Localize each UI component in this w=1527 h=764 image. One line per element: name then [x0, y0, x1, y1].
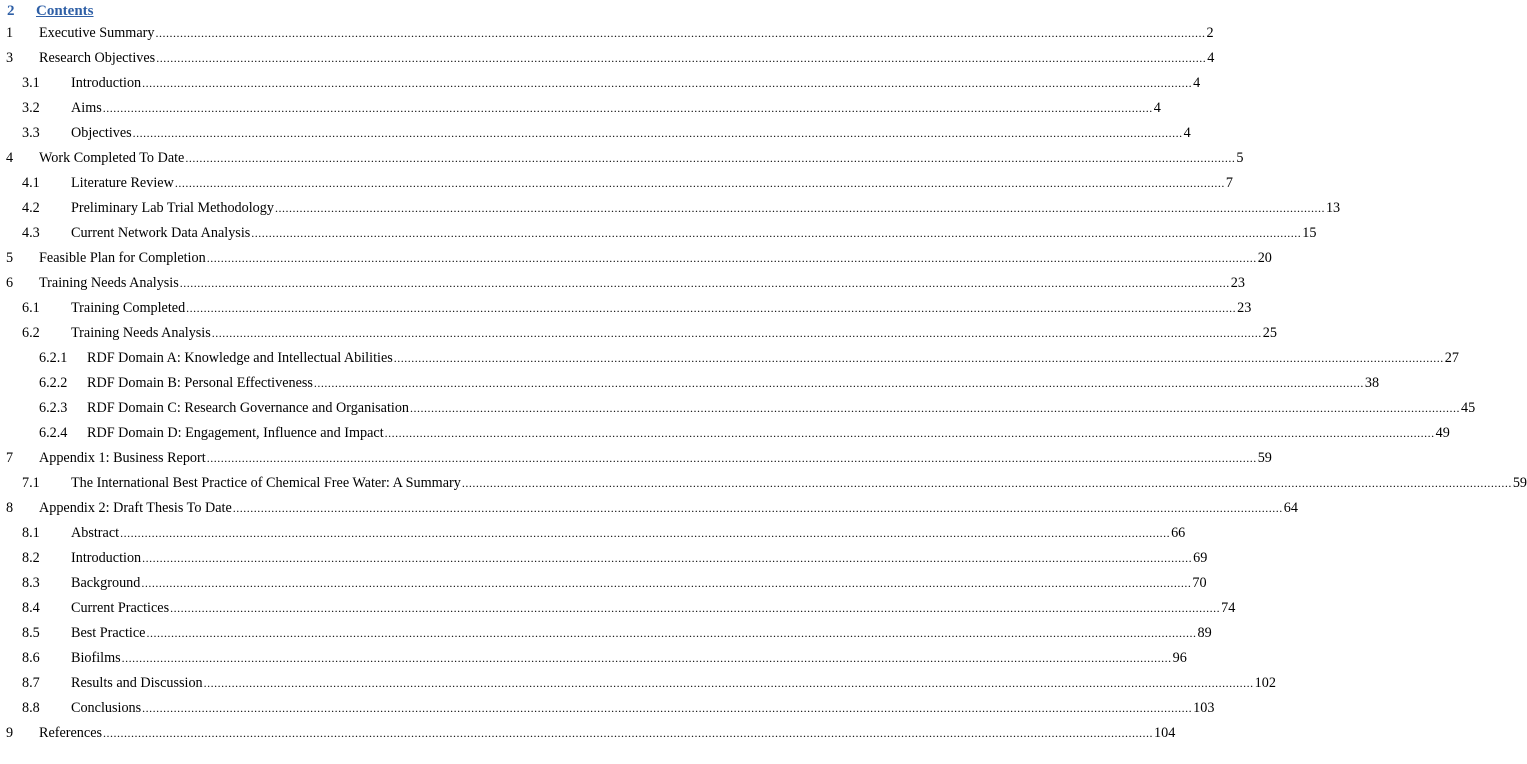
- toc-entry[interactable]: [0, 348, 1459, 368]
- toc-entry-title[interactable]: Training Needs Analysis: [39, 275, 179, 291]
- toc-entry-number: 6.2.2: [39, 375, 68, 391]
- toc-entry-title[interactable]: Best Practice: [71, 625, 146, 641]
- dot-leader: ............................................................................................................................................................................................................................................................................................................: [461, 476, 1512, 490]
- toc-entry-title[interactable]: References: [39, 725, 103, 741]
- toc-entry[interactable]: [0, 73, 1201, 93]
- toc-entry-title[interactable]: Current Practices: [71, 600, 170, 616]
- dot-leader: ............................................................................................................................................................................................................................................................................................................: [232, 501, 1283, 515]
- toc-entry-title[interactable]: Introduction: [71, 75, 142, 91]
- toc-entry-page-number: 27: [1444, 350, 1459, 366]
- dot-leader: ............................................................................................................................................................................................................................................................................................................: [174, 176, 1225, 190]
- dot-leader: ............................................................................................................................................................................................................................................................................................................: [185, 151, 1236, 165]
- toc-entry-title[interactable]: RDF Domain A: Knowledge and Intellectual Abilities: [87, 350, 393, 366]
- toc-entry-title[interactable]: RDF Domain B: Personal Effectiveness: [87, 375, 313, 391]
- dot-leader: ............................................................................................................................................................................................................................................................................................................: [146, 626, 1197, 640]
- toc-entry-number: 6.2.4: [39, 425, 68, 441]
- dot-leader: ............................................................................................................................................................................................................................................................................................................: [156, 51, 1207, 65]
- toc-entry-number: 8.2: [22, 550, 40, 566]
- toc-entry-title[interactable]: Objectives: [71, 125, 132, 141]
- toc-entry-number: 8: [6, 500, 14, 516]
- toc-entry-page-number: 25: [1262, 325, 1277, 341]
- toc-entry-title[interactable]: Literature Review: [71, 175, 174, 191]
- toc-entry-number: 6.2.3: [39, 400, 68, 416]
- toc-entry-title[interactable]: Work Completed To Date: [39, 150, 185, 166]
- toc-entry-title[interactable]: The International Best Practice of Chemical Free Water: A Summary: [71, 475, 461, 491]
- toc-entry-number: 4.1: [22, 175, 40, 191]
- toc-entry-title[interactable]: Appendix 1: Business Report: [39, 450, 206, 466]
- toc-entry[interactable]: [0, 148, 1244, 168]
- toc-entry[interactable]: [0, 298, 1252, 318]
- toc-entry-title[interactable]: Introduction: [71, 550, 142, 566]
- toc-entry[interactable]: [0, 23, 1214, 43]
- toc-entry-page-number: 4: [1153, 100, 1161, 116]
- toc-entry-title[interactable]: Research Objectives: [39, 50, 156, 66]
- toc-entry-page-number: 20: [1257, 250, 1272, 266]
- toc-entry-title[interactable]: Results and Discussion: [71, 675, 203, 691]
- dot-leader: ............................................................................................................................................................................................................................................................................................................: [142, 76, 1193, 90]
- toc-entry-page-number: 74: [1221, 600, 1236, 616]
- toc-entry-title[interactable]: Abstract: [71, 525, 120, 541]
- toc-entry[interactable]: [0, 223, 1317, 243]
- toc-entry-page-number: 96: [1172, 650, 1187, 666]
- dot-leader: ............................................................................................................................................................................................................................................................................................................: [274, 201, 1325, 215]
- dot-leader: ............................................................................................................................................................................................................................................................................................................: [313, 376, 1364, 390]
- toc-entry[interactable]: [0, 598, 1236, 618]
- toc-entry-number: 7.1: [22, 475, 40, 491]
- toc-entry[interactable]: [0, 398, 1476, 418]
- toc-entry-title[interactable]: Aims: [71, 100, 102, 116]
- toc-entry-title[interactable]: RDF Domain C: Research Governance and Organisation: [87, 400, 410, 416]
- toc-entry[interactable]: [0, 498, 1298, 518]
- toc-entry-number: 4.2: [22, 200, 40, 216]
- toc-entry-number: 4: [6, 150, 14, 166]
- dot-leader: ............................................................................................................................................................................................................................................................................................................: [120, 526, 1171, 540]
- toc-entry[interactable]: [0, 423, 1450, 443]
- dot-leader: ............................................................................................................................................................................................................................................................................................................: [142, 701, 1193, 715]
- toc-entry-title[interactable]: Preliminary Lab Trial Methodology: [71, 200, 274, 216]
- dot-leader: ............................................................................................................................................................................................................................................................................................................: [384, 426, 1435, 440]
- toc-entry-page-number: 38: [1364, 375, 1380, 391]
- dot-leader: ............................................................................................................................................................................................................................................................................................................: [170, 601, 1221, 615]
- toc-entry-page-number: 45: [1461, 400, 1476, 416]
- toc-entry-page-number: 49: [1435, 425, 1450, 441]
- toc-entry-page-number: 102: [1254, 675, 1276, 691]
- toc-entry-number: 4.3: [22, 225, 40, 241]
- dot-leader: ............................................................................................................................................................................................................................................................................................................: [203, 676, 1254, 690]
- toc-entry-number: 8.7: [22, 675, 40, 691]
- toc-entry-number: 6.2.1: [39, 350, 68, 366]
- toc-entry[interactable]: [0, 623, 1212, 643]
- toc-entry[interactable]: [0, 523, 1186, 543]
- dot-leader: ............................................................................................................................................................................................................................................................................................................: [155, 26, 1206, 40]
- dot-leader: ............................................................................................................................................................................................................................................................................................................: [186, 301, 1237, 315]
- toc-entry-page-number: 23: [1237, 300, 1252, 316]
- toc-entry-number: 8.6: [22, 650, 40, 666]
- toc-entry-page-number: 69: [1193, 550, 1208, 566]
- toc-entry-title[interactable]: Biofilms: [71, 650, 121, 666]
- toc-entry[interactable]: [0, 723, 1176, 743]
- toc-entry-title[interactable]: RDF Domain D: Engagement, Influence and Impact: [87, 425, 384, 441]
- dot-leader: ............................................................................................................................................................................................................................................................................................................: [410, 401, 1461, 415]
- dot-leader: ............................................................................................................................................................................................................................................................................................................: [141, 576, 1192, 590]
- toc-entry-page-number: 4: [1193, 75, 1201, 91]
- toc-entry-page-number: 59: [1257, 450, 1272, 466]
- toc-entry-page-number: 103: [1193, 700, 1215, 716]
- toc-entry-number: 8.5: [22, 625, 40, 641]
- toc-entry-page-number: 59: [1512, 475, 1527, 491]
- toc-entry[interactable]: [0, 448, 1272, 468]
- dot-leader: ............................................................................................................................................................................................................................................................................................................: [211, 326, 1262, 340]
- toc-entry-page-number: 64: [1283, 500, 1298, 516]
- toc-entry-number: 3: [6, 50, 14, 66]
- toc-entry-number: 9: [6, 725, 14, 741]
- toc-entry-page-number: 104: [1154, 725, 1176, 741]
- dot-leader: ............................................................................................................................................................................................................................................................................................................: [102, 101, 1153, 115]
- toc-entry[interactable]: [0, 273, 1245, 293]
- dot-leader: ............................................................................................................................................................................................................................................................................................................: [393, 351, 1444, 365]
- toc-entry[interactable]: [0, 648, 1187, 668]
- toc-entry[interactable]: [0, 373, 1380, 393]
- dot-leader: ............................................................................................................................................................................................................................................................................................................: [179, 276, 1230, 290]
- heading-title[interactable]: Contents: [36, 3, 94, 19]
- toc-entry-title[interactable]: Conclusions: [71, 700, 142, 716]
- toc-entry-number: 5: [6, 250, 14, 266]
- toc-entry-number: 6.2: [22, 325, 40, 341]
- toc-entry-number: 8.8: [22, 700, 40, 716]
- dot-leader: ............................................................................................................................................................................................................................................................................................................: [142, 551, 1193, 565]
- dot-leader: ............................................................................................................................................................................................................................................................................................................: [132, 126, 1183, 140]
- heading-number: 2: [7, 3, 15, 19]
- dot-leader: ............................................................................................................................................................................................................................................................................................................: [251, 226, 1302, 240]
- toc-entry[interactable]: [0, 48, 1215, 68]
- toc-entry-page-number: 7: [1225, 175, 1233, 191]
- toc-entry-number: 7: [6, 450, 14, 466]
- toc-entry-page-number: 4: [1183, 125, 1191, 141]
- toc-entry[interactable]: [0, 548, 1208, 568]
- toc-entry-page-number: 13: [1325, 200, 1341, 216]
- toc-entry-page-number: 89: [1197, 625, 1212, 641]
- dot-leader: ............................................................................................................................................................................................................................................................................................................: [206, 451, 1257, 465]
- toc-entry-number: 3.3: [22, 125, 40, 141]
- toc-entry[interactable]: [0, 248, 1272, 268]
- toc-entry-number: 3.1: [22, 75, 40, 91]
- toc-entry-page-number: 2: [1206, 25, 1214, 41]
- dot-leader: ............................................................................................................................................................................................................................................................................................................: [121, 651, 1172, 665]
- toc-entry[interactable]: [0, 323, 1277, 343]
- dot-leader: ............................................................................................................................................................................................................................................................................................................: [103, 726, 1154, 740]
- toc-entry-page-number: 4: [1207, 50, 1215, 66]
- toc-entry-title[interactable]: Training Needs Analysis: [71, 325, 211, 341]
- toc-entry-page-number: 15: [1302, 225, 1317, 241]
- toc-entry-number: 1: [6, 25, 14, 41]
- toc-entry-title[interactable]: Current Network Data Analysis: [71, 225, 251, 241]
- toc-entry-page-number: 5: [1236, 150, 1244, 166]
- toc-entry[interactable]: [0, 98, 1161, 118]
- toc-entry[interactable]: [0, 473, 1527, 493]
- toc-entry[interactable]: [0, 673, 1276, 693]
- toc-entry-number: 8.1: [22, 525, 40, 541]
- toc-entry[interactable]: [0, 123, 1191, 143]
- toc-entry-page-number: 70: [1192, 575, 1207, 591]
- toc-entry-title[interactable]: Training Completed: [71, 300, 186, 316]
- toc-entry-title[interactable]: Executive Summary: [39, 25, 155, 41]
- toc-entry-page-number: 66: [1171, 525, 1186, 541]
- toc-entry[interactable]: [0, 198, 1341, 218]
- toc-entry[interactable]: [0, 173, 1233, 193]
- toc-entry[interactable]: [0, 573, 1207, 593]
- toc-entry-page-number: 23: [1230, 275, 1245, 291]
- toc-entry-number: 8.3: [22, 575, 40, 591]
- toc-entry-number: 8.4: [22, 600, 40, 616]
- dot-leader: ............................................................................................................................................................................................................................................................................................................: [206, 251, 1257, 265]
- toc-entry-title[interactable]: Appendix 2: Draft Thesis To Date: [39, 500, 232, 516]
- toc-entry-number: 6: [6, 275, 14, 291]
- toc-entry-title[interactable]: Feasible Plan for Completion: [39, 250, 206, 266]
- toc-entry-title[interactable]: Background: [71, 575, 141, 591]
- toc-entry-number: 3.2: [22, 100, 40, 116]
- toc-entry-number: 6.1: [22, 300, 40, 316]
- toc-entry[interactable]: [0, 698, 1215, 718]
